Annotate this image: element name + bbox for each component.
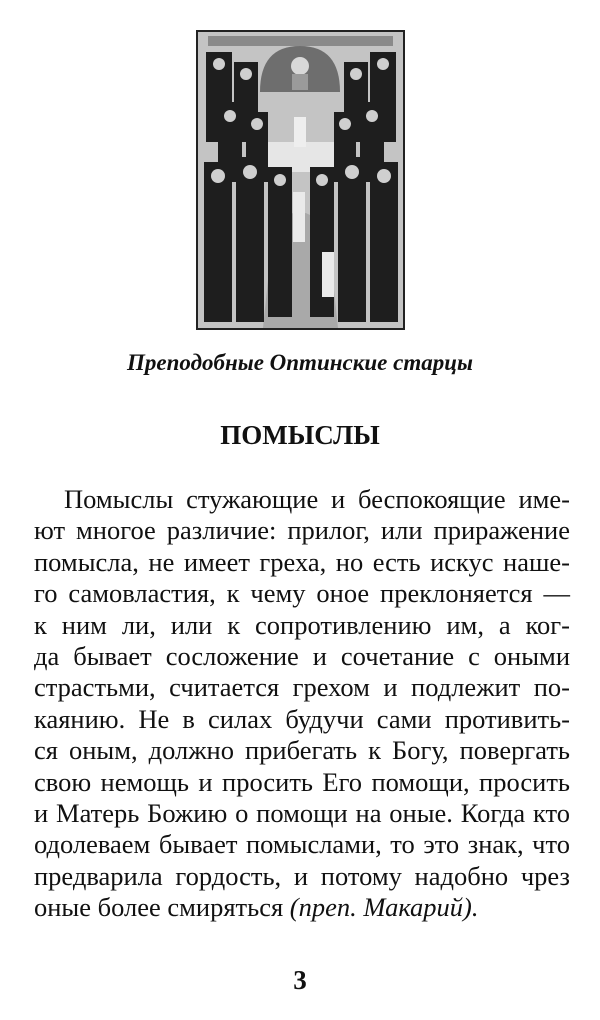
icon-illustration [196,30,405,330]
page-number: 3 [293,965,307,995]
last-line-text: оные более смиряться [34,892,284,923]
image-caption: Преподобные Оптинские старцы [127,350,473,375]
source-attribution: (преп. Макарий). [289,892,479,923]
optina-elders-icon-image [198,32,403,328]
text-line: ся оным, должно прибегать к Богу, повергать [34,735,570,766]
body-paragraph [34,484,570,923]
text-line: Помыслы стужающие и беспокоящие име- [64,484,570,514]
text-line: помысла, не имеет греха, но есть искус наше- [34,546,570,577]
text-line-last [34,892,570,923]
text-line: и Матерь Божию о помощи на оные. Когда кто [34,797,570,828]
text-line: да бывает сосложение и сочетание с оными [34,640,570,671]
text-line: страстьми, считается грехом и подлежит по- [34,672,570,703]
text-line: ют многое различие: прилог, или приражение [34,515,570,546]
text-line: к ним ли, или к сопротивлению им, а ког- [34,609,570,640]
section-heading: ПОМЫСЛЫ [220,420,380,450]
text-line: го самовластия, к чему оное преклоняется — [34,578,570,609]
text-line: одолеваем бывает помыслами, то это знак, что [34,829,570,860]
text-line: каянию. Не в силах будучи сами противить- [34,703,570,734]
text-line: предварила гордость, и потому надобно чрез [34,860,570,891]
text-line: свою немощь и просить Его помощи, просить [34,766,570,797]
